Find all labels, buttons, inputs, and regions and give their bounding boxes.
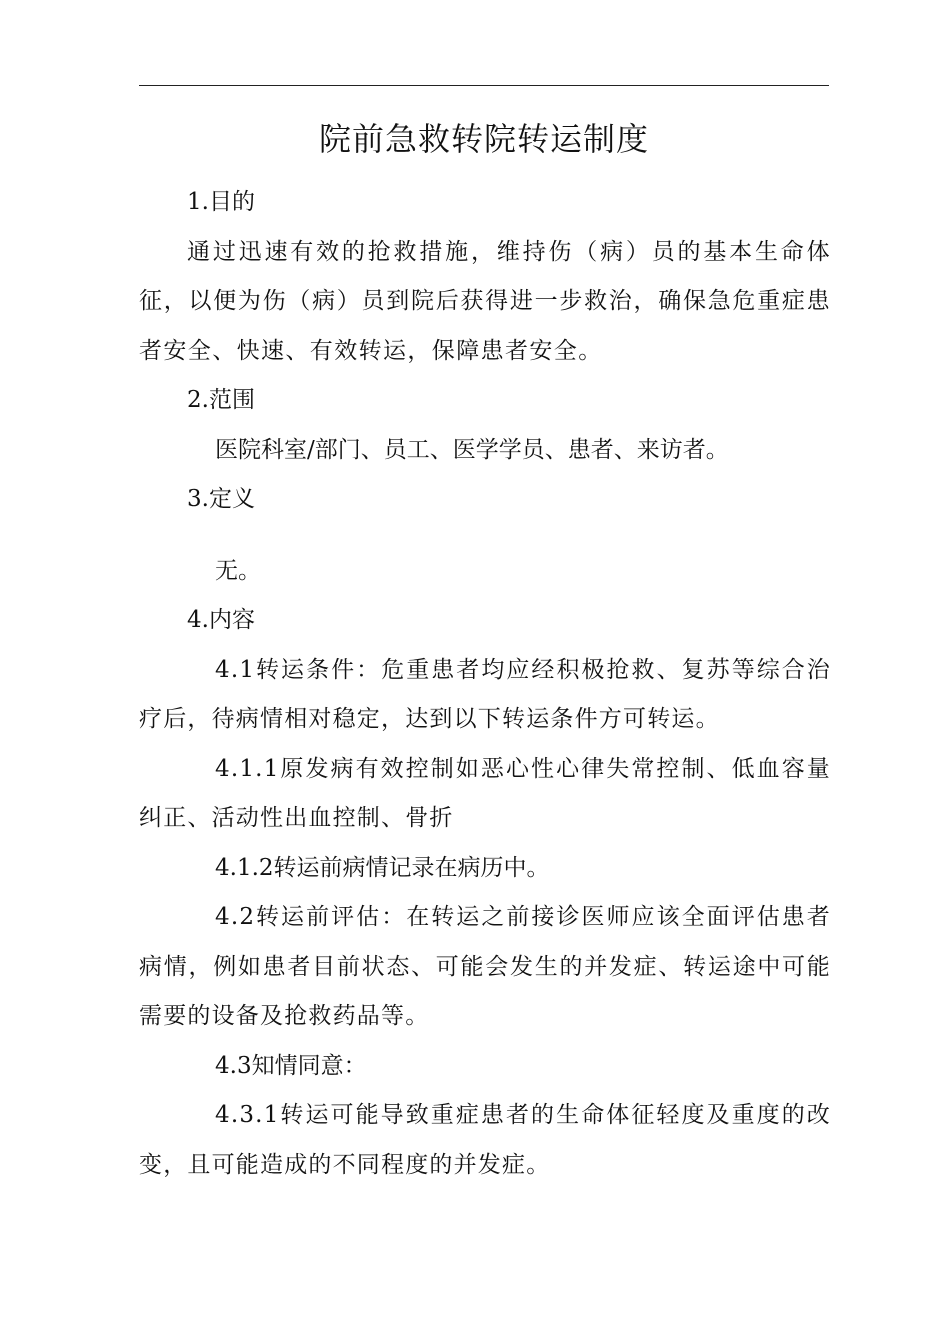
header-rule	[139, 85, 829, 86]
content-item-4-3: 4.3知情同意：	[215, 1052, 367, 1079]
content-item-4-1-2: 4.1.2转运前病情记录在病历中。	[215, 854, 550, 881]
definition-paragraph: 无。	[215, 557, 261, 584]
purpose-paragraph: 通过迅速有效的抢救措施，维持伤（病）员的基本生命体征，以便为伤（病）员到院后获得进一步救治，确保急危重症患者安全、快速、有效转运，保障患者安全。	[139, 238, 831, 364]
content-item-4-1: 4.1转运条件：危重患者均应经积极抢救、复苏等综合治疗后，待病情相对稳定，达到以下转运条件方可转运。	[139, 656, 831, 732]
document-title: 院前急救转院转运制度	[318, 120, 649, 158]
spacer	[139, 525, 831, 547]
document-body	[139, 178, 831, 1190]
content-item-4-3-1: 4.3.1转运可能导致重症患者的生命体征轻度及重度的改变，且可能造成的不同程度的并发症。	[139, 1102, 831, 1178]
content-item-4-2: 4.2转运前评估：在转运之前接诊医师应该全面评估患者病情，例如患者目前状态、可能会发生的并发症、转运途中可能需要的设备及抢救药品等。	[139, 904, 831, 1029]
content-item-4-1-1: 4.1.1原发病有效控制如恶心性心律失常控制、低血容量纠正、活动性出血控制、骨折	[139, 755, 831, 831]
section-heading-definition: 3.定义	[187, 486, 255, 512]
section-heading-scope: 2.范围	[187, 387, 255, 413]
scope-paragraph: 医院科室/部门、员工、医学学员、患者、来访者。	[215, 436, 729, 463]
section-heading-purpose: 1.目的	[187, 189, 255, 215]
section-heading-content: 4.内容	[187, 607, 255, 633]
